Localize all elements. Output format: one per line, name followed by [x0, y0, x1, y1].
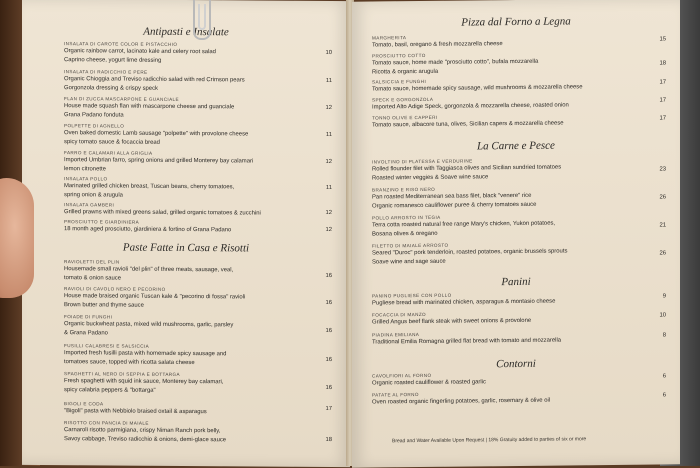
menu-item [64, 371, 332, 397]
item-price: 17 [659, 115, 666, 122]
menu-item [372, 51, 666, 78]
item-description: Grilled Angus beef flank steak with sweet onions & provolone [372, 317, 532, 326]
item-price: 16 [325, 356, 332, 364]
menu-item [372, 213, 666, 240]
item-description: House made braised organic Tuscan kale & "pecorino di fossa" ravioli Brown butter and thyme sauce [64, 293, 246, 309]
item-name: PROSCIUTTO E GIARDINIERA [64, 219, 140, 225]
item-price: 11 [325, 77, 332, 85]
item-name: MARGHERITA [372, 35, 407, 41]
menu-item [64, 69, 332, 95]
item-price: 6 [662, 392, 666, 399]
item-name: INSALATA DI CAROTE COLOR E PISTACCHIO [64, 41, 178, 47]
item-price: 6 [662, 373, 666, 380]
item-price: 12 [325, 209, 332, 217]
item-description: Carnaroli risotto parmigiana, crispy Niman Ranch pork belly, Savoy cabbage, Treviso radicchio & onions, demi-glace sauce [64, 427, 227, 444]
menu-footer-note: Bread and Water Available Upon Request | 18% Gratuity added to parties of six or more [392, 436, 587, 445]
item-price: 17 [659, 97, 666, 104]
item-description: Pugliese bread with marinated chicken, asparagus & montasio cheese [372, 298, 556, 307]
item-description: Traditional Emilia Romagna grilled flat bread with tomato and mozzarella [372, 337, 562, 346]
item-name: INVOLTINO DI PLATESSA E VERDURINE [372, 158, 473, 165]
section-title-contorni: Contorni [496, 357, 536, 371]
item-description: Organic roasted cauliflower & roasted garlic [372, 379, 486, 387]
item-description: Imported Alto Adige Speck, gorgonzola & mozzarella cheese, roasted onion [372, 102, 569, 111]
item-price: 8 [662, 332, 666, 339]
menu-item [64, 41, 332, 67]
item-name: RAVIOLI DI CAVOLO NERO E PECORINO [64, 286, 166, 292]
item-name: PIADINA EMILIANA [372, 332, 420, 338]
section-title-paste: Paste Fatte in Casa e Risotti [122, 241, 250, 255]
item-price: 12 [325, 226, 332, 234]
item-description: "Bigoli" pasta with Nebbiolo braised oxtail & asparagus [64, 408, 207, 416]
item-description: Tomato sauce, home made "prosciutto cotto", bufala mozzarella Ricotta & organic arugula [372, 58, 539, 76]
menu-item [64, 176, 332, 202]
item-name: SALSICCIA E FUNGHI [372, 78, 427, 85]
item-name: FOIADE DI FUNGHI [64, 314, 113, 320]
item-name: FUSILLI CALABRESI E SALSICCIA [64, 343, 150, 349]
item-name: BRANZINO E RISO NERO [372, 186, 436, 193]
item-name: BIGOLI E CODA [64, 401, 104, 407]
item-price: 16 [325, 327, 332, 335]
item-price: 23 [659, 166, 666, 173]
item-description: Organic buckwheat pasta, mixed wild mushrooms, garlic, parsley & Grana Padano [64, 321, 234, 337]
section-title-carne: La Carne e Pesce [477, 139, 555, 153]
item-description: Tomato sauce, homemade spicy sausage, wild mushrooms & mozzarella cheese [372, 84, 583, 93]
item-name: FLAN DI ZUCCA MASCARPONE E GUANCIALE [64, 96, 179, 102]
menu-item [372, 390, 666, 408]
menu-item [64, 259, 332, 285]
item-price: 16 [325, 384, 332, 392]
menu-item [372, 157, 666, 184]
menu-item [372, 185, 666, 212]
item-price: 10 [659, 312, 666, 319]
item-price: 26 [659, 250, 666, 257]
item-price: 18 [325, 436, 332, 444]
item-name: SPECK E GORGONZOLA [372, 96, 434, 103]
item-name: INSALATA GAMBERI [64, 202, 115, 208]
item-name: TONNO OLIVE E CAPPERI [372, 114, 438, 121]
item-price: 17 [325, 405, 332, 413]
menu-item [64, 123, 332, 149]
item-name: SPAGHETTI AL NERO DI SEPPIA E BOTTARGA [64, 371, 180, 377]
menu-item [372, 113, 666, 131]
menu-item [64, 343, 332, 369]
item-price: 15 [659, 36, 666, 43]
item-name: FILETTO DI MAIALE ARROSTO [372, 242, 449, 249]
menu-item [64, 401, 332, 418]
item-description: Grilled prawns with mixed greens salad, grilled organic tomatoes & zucchini [64, 209, 261, 217]
item-name: CAVOLFIORI AL FORNO [372, 372, 432, 379]
item-price: 9 [662, 293, 666, 300]
item-description: Marinated grilled chicken breast, Tuscan beans, cherry tomatoes, spring onion & arugula [64, 183, 235, 199]
item-price: 17 [659, 79, 666, 86]
menu-item [64, 150, 332, 176]
menu-item [372, 95, 666, 113]
menu-item [64, 286, 332, 312]
item-name: PANINO PUGLIESE CON POLLO [372, 292, 452, 299]
item-price: 26 [659, 194, 666, 201]
menu-item [372, 241, 666, 268]
item-description: Imported fresh fusilli pasta with homemade spicy sausage and tomatoes sauce, topped with ricotta salata cheese [64, 350, 227, 367]
item-name: POLPETTE DI AGNELLO [64, 123, 125, 129]
item-description: 18 month aged prosciutto, giardiniera & fortino of Grana Padano [64, 226, 232, 234]
item-name: FOCACCIA DI MANZO [372, 311, 427, 318]
section-title-panini: Panini [501, 275, 531, 289]
item-description: Organic rainbow carrot, lacinato kale and celery root salad Caprino cheese, yogurt lime dressing [64, 48, 216, 64]
item-description: Seared "Duroc" pork tenderloin, roasted potatoes, organic brussels sprouts Soave wine and sage sauce [372, 248, 568, 266]
item-price: 11 [325, 131, 332, 139]
item-description: Organic Chioggia and Treviso radicchio salad with red Crimson pears Gorgonzola dressing & crispy speck [64, 76, 245, 92]
menu-item [372, 330, 666, 348]
item-name: INSALATA POLLO [64, 176, 108, 182]
item-price: 11 [325, 184, 332, 192]
hand-holding-menu [0, 178, 34, 298]
item-price: 10 [325, 49, 332, 57]
item-description: Tomato, basil, oregano & fresh mozzarella cheese [372, 41, 503, 49]
item-description: Tomato sauce, albacore tuna, olives, Sicilian capers & mozzarella cheese [372, 120, 564, 129]
menu-page-left [22, 0, 350, 467]
item-price: 21 [659, 222, 666, 229]
item-name: RAVIOLETTI DEL PLIN [64, 259, 120, 265]
item-name: PROSCIUTTO COTTO [372, 52, 426, 59]
item-name: PATATE AL FORNO [372, 392, 419, 398]
item-description: Oven roasted organic fingerling potatoes, garlic, rosemary & olive oil [372, 397, 551, 406]
item-price: 16 [325, 272, 332, 280]
menu-item [372, 33, 666, 51]
item-name: POLLO ARROSTO IN TEGIA [372, 214, 441, 221]
item-name: FARRO E CALAMARI ALLA GRIGLIA [64, 150, 153, 156]
menu-item [372, 371, 666, 389]
section-title-pizza: Pizza dal Forno a Legna [461, 15, 571, 29]
item-description: Oven baked domestic Lamb sausage "polpette" with provolone cheese spicy tomato sauce & focaccia bread [64, 130, 249, 146]
menu-page-right [352, 0, 680, 468]
item-description: Terra cotta roasted natural free range Mary's chicken, Yukon potatoes, Bosana olives & oregano [372, 220, 556, 238]
menu-item [64, 314, 332, 340]
item-price: 16 [325, 299, 332, 307]
menu-clip [193, 0, 211, 40]
menu-item [372, 310, 666, 328]
menu-item [64, 202, 332, 219]
item-name: INSALATA DI RADICCHIO E PERE [64, 69, 148, 75]
item-price: 12 [325, 104, 332, 112]
item-description: Pan roasted Mediterranean sea bass filet, black "venere" rice Organic romanesco cauliflower puree & cherry tomatoes sauce [372, 192, 537, 210]
menu-item [372, 291, 666, 309]
item-description: House made squash flan with mascarpone cheese and guanciale Grana Padano fonduta [64, 103, 235, 119]
item-description: Housemade small ravioli "del plin" of three meats, sausage, veal, tomato & onion sauce [64, 266, 234, 282]
item-description: Imported Umbrian farro, spring onions and grilled Monterey bay calamari lemon citronette [64, 157, 254, 173]
menu-item [64, 420, 332, 446]
item-description: Rolled flounder filet with Taggiasca olives and Sicilian sundried tomatoes Roasted winter veggies & Soave wine sauce [372, 164, 562, 182]
item-price: 18 [659, 60, 666, 67]
item-price: 12 [325, 158, 332, 166]
menu-item [372, 77, 666, 95]
menu-item [64, 96, 332, 122]
item-name: RISOTTO CON PANCIA DI MAIALE [64, 420, 149, 426]
menu-item [64, 219, 332, 236]
item-description: Fresh spaghetti with squid ink sauce, Monterey bay calamari, spicy calabria peppers & "bottarga" [64, 378, 224, 394]
section-title-antipasti: Antipasti e Insalate [143, 25, 229, 39]
